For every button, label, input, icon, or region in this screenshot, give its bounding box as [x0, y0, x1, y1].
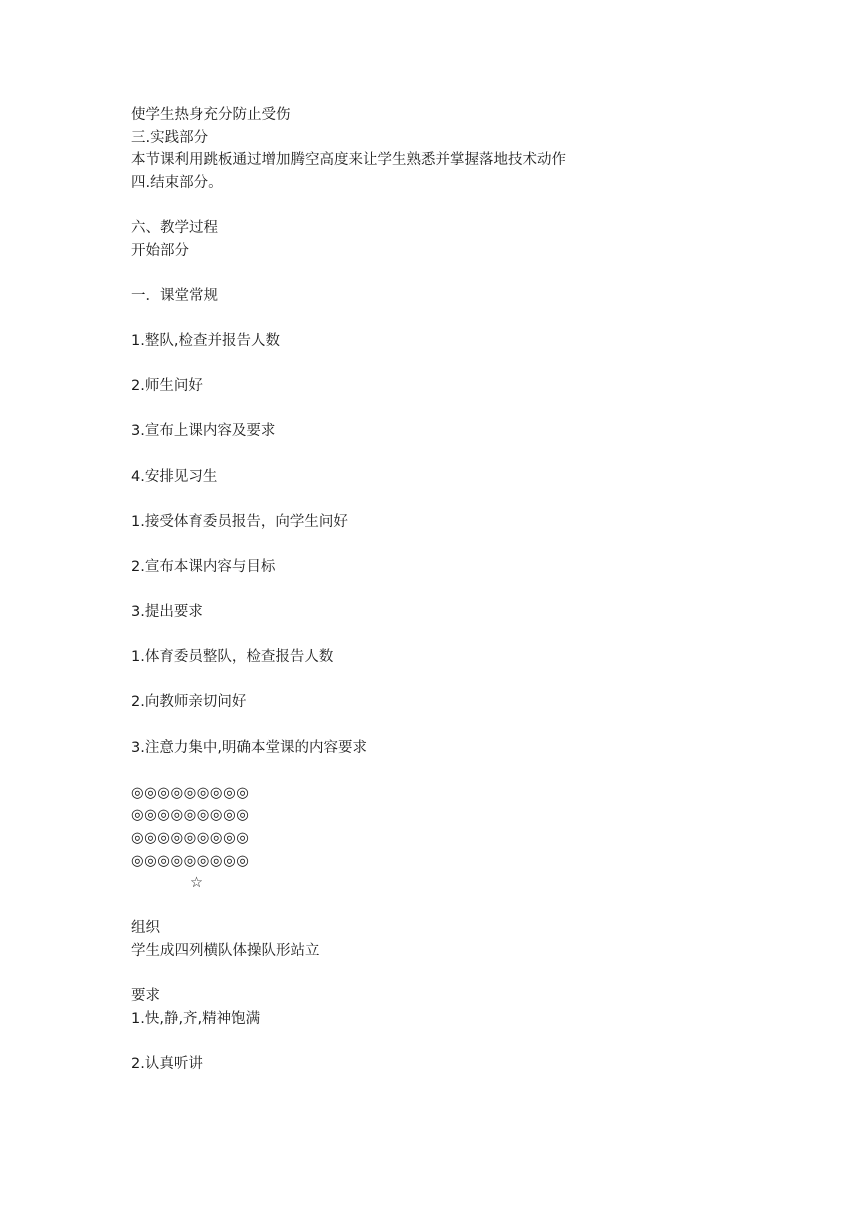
student-activity: 2.向教师亲切问好 [131, 694, 247, 711]
document-page [131, 104, 791, 1076]
organization-label: 组织 [131, 920, 160, 937]
spacer [131, 669, 791, 692]
spacer [131, 443, 791, 466]
formation-row: ◎◎◎◎◎◎◎◎◎ [131, 830, 250, 846]
routine-item: 4.安排见习生 [131, 468, 218, 485]
spacer [131, 759, 791, 782]
routine-item: 1.整队,检查并报告人数 [131, 332, 280, 349]
requirement-item: 2.认真听讲 [131, 1055, 203, 1072]
requirements-label: 要求 [131, 988, 160, 1005]
spacer [131, 533, 791, 556]
requirement-item: 1.快,静,齐,精神饱满 [131, 1010, 261, 1027]
spacer [131, 488, 791, 511]
student-activity: 1.体育委员整队，检查报告人数 [131, 649, 334, 666]
spacer [131, 353, 791, 376]
formation-row: ◎◎◎◎◎◎◎◎◎ [131, 784, 250, 801]
teacher-activity: 2.宣布本课内容与目标 [131, 558, 276, 575]
organization-text: 学生成四列横队体操队形站立 [131, 942, 320, 959]
spacer [131, 307, 791, 330]
spacer [131, 624, 791, 647]
section-heading: 六、教学过程 [131, 219, 218, 236]
part-heading: 开始部分 [131, 242, 189, 259]
spacer [131, 578, 791, 601]
spacer [131, 714, 791, 737]
intro-line: 三.实践部分 [131, 129, 209, 146]
spacer [131, 194, 791, 217]
teacher-activity: 1.接受体育委员报告，向学生问好 [131, 513, 348, 530]
formation-row: ◎◎◎◎◎◎◎◎◎ [131, 852, 250, 869]
routine-item: 2.师生问好 [131, 378, 203, 395]
spacer [131, 398, 791, 421]
intro-line: 四.结束部分。 [131, 174, 223, 191]
routine-item: 3.宣布上课内容及要求 [131, 423, 276, 440]
intro-line: 本节课利用跳板通过增加腾空高度来让学生熟悉并掌握落地技术动作 [131, 152, 566, 169]
spacer [131, 963, 791, 986]
routine-heading: 一．课堂常规 [131, 287, 218, 304]
student-activity: 3.注意力集中,明确本堂课的内容要求 [131, 739, 367, 756]
formation-row: ◎◎◎◎◎◎◎◎◎ [131, 807, 250, 824]
spacer [131, 262, 791, 285]
spacer [131, 1030, 791, 1053]
formation-diagram [131, 782, 791, 895]
teacher-activity: 3.提出要求 [131, 604, 203, 621]
intro-line: 使学生热身充分防止受伤 [131, 107, 291, 123]
teacher-star-icon: ☆ [190, 875, 204, 892]
spacer [131, 895, 791, 918]
